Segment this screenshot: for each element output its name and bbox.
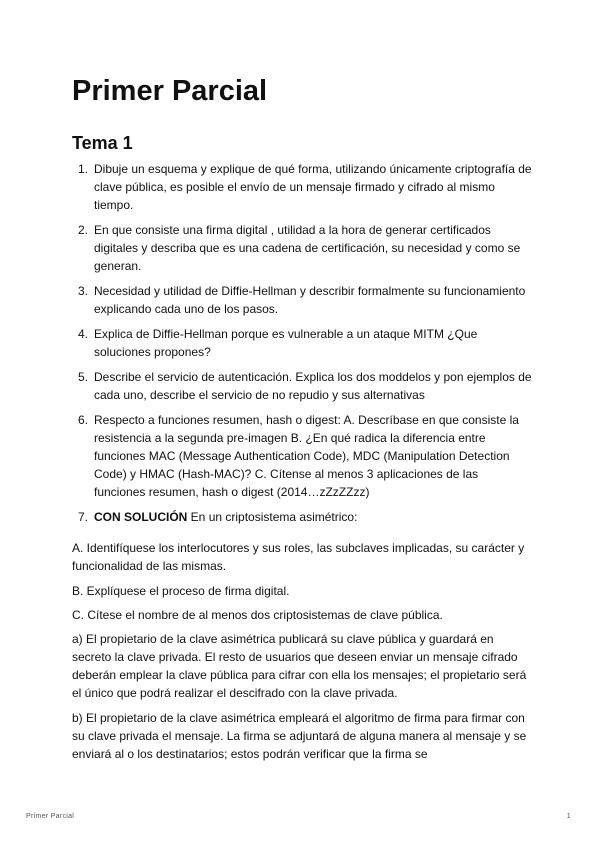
question-item — [72, 411, 532, 501]
question-number: 2. — [78, 223, 89, 237]
question-item — [72, 325, 532, 361]
question-number: 3. — [78, 284, 89, 298]
question-text: Explica de Diffie-Hellman porque es vulnerable a un ataque MITM ¿Que soluciones propones? — [94, 327, 478, 359]
question-text: Dibuje un esquema y explique de qué forma, utilizando únicamente criptografía de clave pública, es posible el envío de un mensaje firmado y cifrado al mismo tiempo. — [94, 162, 532, 212]
page-title: Primer Parcial — [72, 75, 268, 107]
answer-b: b) El propietario de la clave asimétrica empleará el algoritmo de firma para firmar con su clave privada el mensaje. La firma se adjuntará de alguna manera al mensaje y se enviará al o los destinatarios; estos podrán verificar que la firma se — [72, 711, 527, 761]
question-number: 7. — [78, 510, 89, 524]
question-item — [72, 282, 532, 318]
question-text: Necesidad y utilidad de Diffie-Hellman y describir formalmente su funcionamiento explicando cada uno de los pasos. — [94, 284, 526, 316]
page-number: 1 — [566, 813, 571, 820]
question-number: 1. — [78, 162, 89, 176]
sub-item-b: B. Explíquese el proceso de firma digital. — [72, 584, 290, 598]
solution-label: CON SOLUCIÓN — [94, 510, 188, 524]
question-text: En un criptosistema asimétrico: — [187, 510, 358, 524]
sub-item-c: C. Cítese el nombre de al menos dos criptosistemas de clave pública. — [72, 608, 443, 622]
section-heading: Tema 1 — [72, 133, 133, 153]
footer-title: Primer Parcial — [26, 813, 75, 820]
question-item — [72, 508, 532, 526]
question-text: En que consiste una firma digital , utilidad a la hora de generar certificados digitales y describa que es una cadena de certificación, su necesidad y como se generan. — [94, 223, 521, 273]
question-number: 6. — [78, 413, 89, 427]
sub-item-a: A. Identifíquese los interlocutores y sus roles, las subclaves implicadas, su carácter y funcionalidad de las mismas. — [72, 541, 525, 573]
question-item — [72, 160, 532, 214]
answer-a: a) El propietario de la clave asimétrica publicará su clave pública y guardará en secreto la clave privada. El resto de usuarios que deseen enviar un mensaje cifrado deberán emplear la clave pública para cifrar con ella los mensajes; el propietario será el único que podrá realizar el descifrado con la clave privada. — [72, 632, 527, 700]
question-number: 5. — [78, 370, 89, 384]
question-text: Respecto a funciones resumen, hash o digest: A. Descríbase en que consiste la resistencia a la segunda pre-imagen B. ¿En qué radica la diferencia entre funciones MAC (Message Authentication Code), MDC (Manipulation Detection Code) y HMAC (Hash-MAC)? C. Cítense al menos 3 aplicaciones de las funciones resumen, hash o digest (2014…zZzZZzz) — [94, 413, 519, 499]
question-text: Describe el servicio de autenticación. Explica los dos moddelos y pon ejemplos de cada uno, describe el servicio de no repudio y sus alternativas — [94, 370, 532, 402]
question-list — [72, 160, 532, 533]
question-number: 4. — [78, 327, 89, 341]
question-item — [72, 368, 532, 404]
question-item — [72, 221, 532, 275]
